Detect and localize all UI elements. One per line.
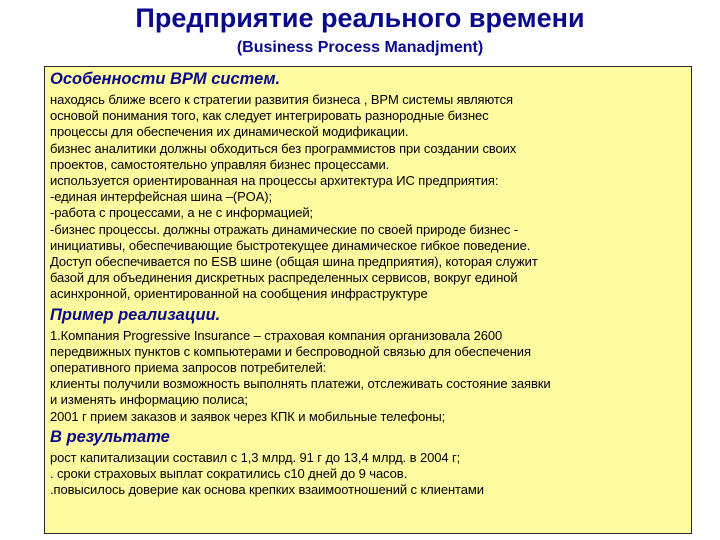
text-line: 2001 г прием заказов и заявок через КПК и мобильные телефоны; xyxy=(50,408,446,424)
text-line: .повысилось доверие как основа крепких взаимоотношений с клиентами xyxy=(50,482,484,498)
text-line: оперативного приема запросов потребителей: xyxy=(50,360,327,376)
text-line: бизнес аналитики должны обходиться без программистов при создании своих xyxy=(50,140,517,156)
text-line: . сроки страховых выплат сократились с10 дней до 9 часов. xyxy=(50,466,408,482)
section-example xyxy=(50,305,691,425)
paragraph xyxy=(50,254,691,303)
paragraph xyxy=(50,328,691,377)
section-heading: Пример реализации. xyxy=(50,305,221,324)
text-line: асинхронной, ориентированной на сообщения инфраструктуре xyxy=(50,286,428,302)
text-line: основой понимания того, как следует интегрировать разнородные бизнес xyxy=(50,108,489,124)
text-line: клиенты получили возможность выполнять платежи, отслеживать состояние заявки xyxy=(50,376,551,392)
text-line: -единая интерфейсная шина –(POA); xyxy=(50,189,273,205)
text-line: и изменять информацию полиса; xyxy=(50,392,248,408)
text-line: передвижных пунктов с компьютерами и беспроводной связью для обеспечения xyxy=(50,343,531,359)
section-heading: Особенности BPM систем. xyxy=(50,70,281,88)
text-line: -работа с процессами, а не с информацией; xyxy=(50,205,314,221)
paragraph xyxy=(50,482,691,498)
slide-subtitle: (Business Process Manadjment) xyxy=(236,39,484,56)
text-line: используется ориентированная на процессы архитектура ИС предприятия: xyxy=(50,173,499,189)
text-line: проектов, самостоятельно управляя бизнес процессами. xyxy=(50,156,390,172)
section-results xyxy=(50,427,691,499)
paragraph xyxy=(50,376,691,408)
paragraph xyxy=(50,222,691,254)
text-line: базой для объединения дискретных распределенных сервисов, вокруг единой xyxy=(50,270,518,286)
paragraph xyxy=(50,466,691,482)
paragraph xyxy=(50,450,691,466)
slide-title: Предприятие реального времени xyxy=(135,3,585,33)
paragraph xyxy=(50,92,691,141)
text-line: рост капитализации составил с 1,3 млрд. 91 г до 13,4 млрд. в 2004 г; xyxy=(50,449,461,465)
content-panel xyxy=(44,66,692,534)
section-bpm-features xyxy=(50,69,691,303)
text-line: инициативы, обеспечивающие быстротекущее динамическое гибкое поведение. xyxy=(50,237,531,253)
text-line: процессы для обеспечения их динамической модификации. xyxy=(50,124,409,140)
paragraph xyxy=(50,189,691,205)
paragraph xyxy=(50,141,691,173)
paragraph xyxy=(50,409,691,425)
text-line: 1.Компания Progressive Insurance – страховая компания организовала 2600 xyxy=(50,327,503,343)
text-line: находясь ближе всего к стратегии развития бизнеса , BPM системы являются xyxy=(50,92,513,107)
text-line: -бизнес процессы. должны отражать динамические по своей природе бизнес - xyxy=(50,221,519,237)
paragraph xyxy=(50,205,691,221)
section-heading: В результате xyxy=(50,427,170,446)
paragraph xyxy=(50,173,691,189)
text-line: Доступ обеспечивается по ESB шине (общая шина предприятия), которая служит xyxy=(50,254,538,270)
